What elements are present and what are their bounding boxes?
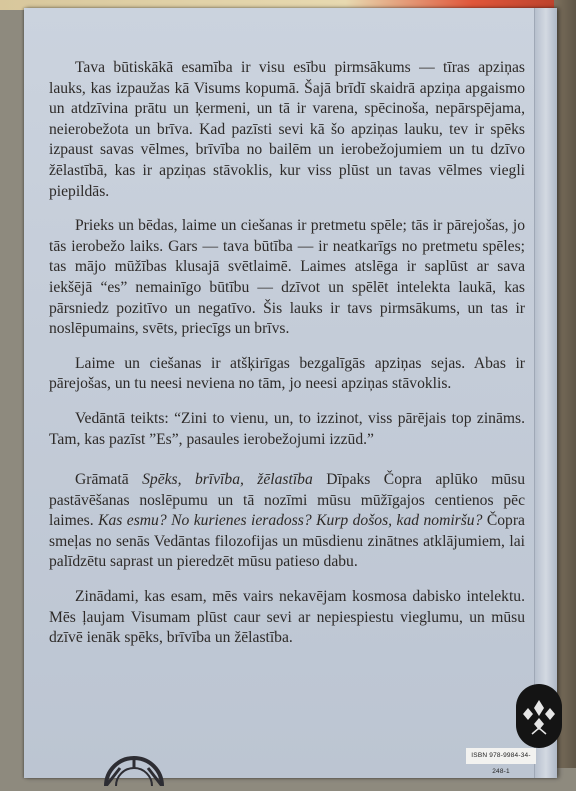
- paragraph-text: Laime un ciešanas ir atšķirīgas bezgalīgās apziņas sejas. Abas ir pārejošas, un tu neesi neviena no tām, jo neesi apziņas stāvoklis.: [49, 354, 525, 393]
- paragraph-text: Zinādami, kas esam, mēs vairs nekavējam kosmosa dabisko intelektu. Mēs ļaujam Visumam plūst caur sevi ar nepiespiestu vieglumu, un mūsu dzīvē ienāk spēks, brīvība un žēlastība.: [49, 588, 525, 647]
- paragraph-text: Tava būtiskākā esamība ir visu esību pirmsākums — tīras apziņas lauks, kas izpaužas kā Visums kopumā. Šajā brīdī skaidrā apziņa apgaismo un atdzīvina prātu un ķermeni, un tā ir varena, spēcinoša, nepārspējama, neierobežota un brīva. Kad pazīsti sevi kā šo apziņas lauku, tev ir spēks izpaust savas vēlmes, brīvība no bailēm un ierobežojumiem un tu dzīvo žēlastībā, kas ir apziņas stāvoklis, kur viss plūst un tavas vēlmes viegli piepildās.: [49, 59, 525, 200]
- publisher-logo-icon: [84, 746, 184, 786]
- paragraph-text: Prieks un bēdas, laime un ciešanas ir pretmetu spēle; tās ir pārejošas, jo tās ierobežo laiks. Gars — tava būtība — ir neatkarīgs no pretmetu spēles; tas mājo mūžības klusajā svētlaimē. Laimes atslēga ir saplūst ar sava iekšējā “es” nemainīgo būtību — dzīvot un spēlēt intelekta laukā, kas pārsniedz pozitīvo un negatīvo. Šis lauks ir tavs pirmsākums, un tas ir noslēpumains, svēts, priecīgs un brīvs.: [49, 217, 525, 338]
- publisher-logo: [84, 746, 184, 786]
- questions-italic: Kas esmu? No kurienes ieradoss? Kurp došos, kad nomiršu?: [98, 512, 483, 530]
- isbn-label: ISBN 978-9984-34-248-1: [466, 748, 536, 764]
- paragraph-3: [49, 354, 525, 395]
- paragraph-2: [49, 216, 525, 340]
- book-back-cover: [24, 8, 557, 778]
- table-surface: [554, 0, 576, 768]
- blurb-text: [49, 58, 525, 663]
- book-spine-edge: [534, 8, 557, 778]
- paragraph-text: Grāmatā: [75, 471, 143, 489]
- paragraph-1: [49, 58, 525, 202]
- paragraph-text: Vedāntā teikts: “Zini to vienu, un, to izzinot, viss pārējais top zināms. Tam, kas pazīst ”Es”, pasaules ierobežojumi izzūd.”: [49, 409, 525, 448]
- paragraph-text: Dīpaks Čopra aplūko mūsu pastāvēšanas noslēpumu un tā nozīmi mūsu mūžīgajos centienos pēc laimes.: [49, 471, 525, 530]
- diamond-logo-icon: [516, 684, 562, 748]
- paragraph-5: [49, 470, 525, 573]
- watermark-badge: [516, 684, 562, 748]
- paragraph-6: [49, 587, 525, 649]
- paragraph-4: [49, 409, 525, 450]
- paragraph-text: Čopra smeļas no senās Vedāntas filozofijas un mūsdienu zinātnes atklājumiem, lai palīdzētu saprast un pieredzēt mūsu patieso dabu.: [49, 512, 525, 571]
- book-title-italic: Spēks, brīvība, žēlastība: [142, 471, 313, 489]
